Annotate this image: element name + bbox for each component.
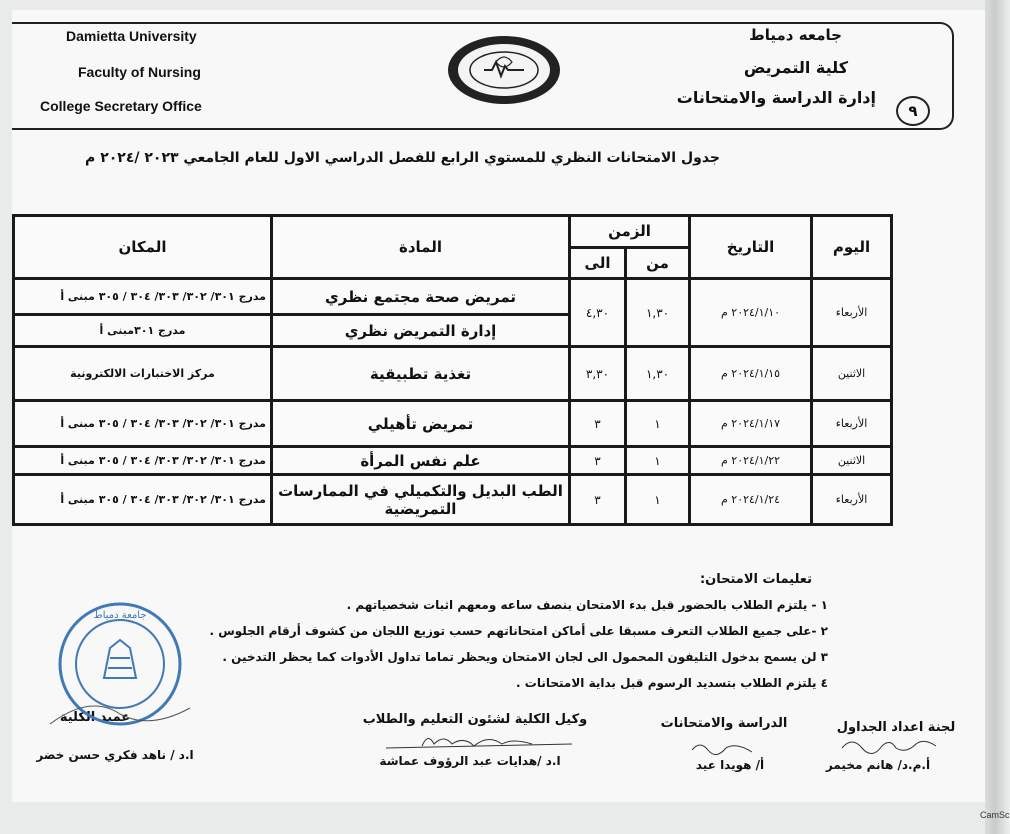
- signature-title: عميد الكلية: [59, 710, 131, 725]
- signature-name: أ.م.د/ هانم مخيمر: [825, 758, 931, 772]
- cell-place: مدرج ٣٠١/ ٣٠٢/ ٣٠٣/ ٣٠٤ / ٣٠٥ مبنى أ: [14, 279, 272, 315]
- header-place: المكان: [14, 216, 272, 279]
- cell-from: ١,٣٠: [626, 279, 690, 347]
- header-from: من: [626, 247, 690, 279]
- cell-from: ١,٣٠: [626, 347, 690, 401]
- faculty-name-en: Faculty of Nursing: [78, 64, 201, 80]
- cell-place: مدرج ٣٠١/ ٣٠٢/ ٣٠٣/ ٣٠٤ / ٣٠٥ مبنى أ: [14, 401, 272, 447]
- schedule-title: جدول الامتحانات النظري للمستوي الرابع للفصل الدراسي الاول للعام الجامعي ٢٠٢٣ /٢٠٢٤ م: [85, 150, 720, 166]
- cell-subject: تمريض تأهيلي: [272, 401, 570, 447]
- signature-scribble-icon: [838, 734, 942, 756]
- cell-date: ٢٠٢٤/١/١٧ م: [690, 401, 812, 447]
- cell-day: الاثنين: [812, 347, 892, 401]
- page-number: ٩: [896, 96, 930, 126]
- cell-subject: تغذية تطبيقية: [272, 347, 570, 401]
- signature-title: وكيل الكلية لشئون التعليم والطلاب: [362, 712, 588, 727]
- cell-day: الأربعاء: [812, 475, 892, 525]
- university-name-ar: جامعه دمياط: [749, 26, 842, 44]
- cell-place: مركز الاختبارات الالكترونية: [14, 347, 272, 401]
- cell-to: ٣: [570, 401, 626, 447]
- cell-place: مدرج ٣٠١/ ٣٠٢/ ٣٠٣/ ٣٠٤ / ٣٠٥ مبنى أ: [14, 447, 272, 475]
- cell-to: ٣: [570, 447, 626, 475]
- signature-scribble-icon: [688, 738, 758, 758]
- header-to: الى: [570, 247, 626, 279]
- cell-date: ٢٠٢٤/١/٢٤ م: [690, 475, 812, 525]
- instructions-title: تعليمات الامتحان:: [699, 572, 812, 587]
- faculty-name-ar: كلية التمريض: [743, 58, 848, 77]
- signature-name: ا.د /هدايات عبد الرؤوف عماشة: [379, 754, 561, 768]
- cell-subject: إدارة التمريض نظري: [272, 315, 570, 347]
- scanner-watermark: CamSc: [980, 810, 1010, 820]
- cell-place: مدرج ٣٠١/ ٣٠٢/ ٣٠٣/ ٣٠٤ / ٣٠٥ مبنى أ: [14, 475, 272, 525]
- header-date: التاريخ: [690, 216, 812, 279]
- department-name-ar: إدارة الدراسة والامتحانات: [676, 88, 876, 107]
- page-shadow: [985, 0, 1010, 834]
- table-row: [14, 279, 892, 315]
- cell-date: ٢٠٢٤/١/٢٢ م: [690, 447, 812, 475]
- cell-day: الاثنين: [812, 447, 892, 475]
- instruction-item: ٣ لن يسمح بدخول التليفون المحمول الى لجان الامتحان ويحظر تماما تداول الأدوات كما يحظر التدخين .: [222, 650, 828, 664]
- header-subject: المادة: [272, 216, 570, 279]
- instruction-item: ١ - يلتزم الطلاب بالحضور قبل بدء الامتحان بنصف ساعه ومعهم اثبات شخصياتهم .: [346, 598, 828, 612]
- instruction-item: ٤ يلتزم الطلاب بتسديد الرسوم قبل بداية الامتحانات .: [516, 676, 828, 690]
- cell-day: الأربعاء: [812, 279, 892, 347]
- table-row: [14, 447, 892, 475]
- cell-date: ٢٠٢٤/١/١٥ م: [690, 347, 812, 401]
- cell-from: ١: [626, 475, 690, 525]
- instruction-item: ٢ -على جميع الطلاب التعرف مسبقا على أماكن امتحاناتهم حسب توزيع اللجان من كشوف أرقام الجلوس .: [209, 624, 828, 638]
- signature-scribble-icon: [382, 728, 582, 752]
- cell-from: ١: [626, 401, 690, 447]
- university-name-en: Damietta University: [66, 28, 197, 44]
- table-row: [14, 401, 892, 447]
- cell-to: ٣: [570, 475, 626, 525]
- cell-date: ٢٠٢٤/١/١٠ م: [690, 279, 812, 347]
- signature-title: الدراسة والامتحانات: [660, 716, 788, 731]
- university-seal-icon: [40, 598, 200, 738]
- cell-to: ٣,٣٠: [570, 347, 626, 401]
- signature-title: لجنة اعداد الجداول: [836, 720, 956, 735]
- seal-text: جامعة دمياط: [93, 610, 147, 621]
- header-time: الزمن: [570, 216, 690, 248]
- table-row: [14, 347, 892, 401]
- exam-schedule-table: [12, 214, 893, 526]
- signature-name: ا.د / ناهد فكري حسن خضر: [36, 748, 194, 762]
- signature-name: أ/ هويدا عيد: [695, 758, 765, 772]
- header-day: اليوم: [812, 216, 892, 279]
- cell-subject: الطب البديل والتكميلي في الممارسات التمريضية: [272, 475, 570, 525]
- cell-to: ٤,٣٠: [570, 279, 626, 347]
- cell-subject: علم نفس المرأة: [272, 447, 570, 475]
- faculty-logo-icon: [446, 34, 562, 106]
- cell-place: مدرج ٣٠١مبنى أ: [14, 315, 272, 347]
- cell-subject: تمريض صحة مجتمع نظري: [272, 279, 570, 315]
- cell-from: ١: [626, 447, 690, 475]
- office-name-en: College Secretary Office: [40, 98, 202, 114]
- cell-day: الأربعاء: [812, 401, 892, 447]
- table-row: [14, 475, 892, 525]
